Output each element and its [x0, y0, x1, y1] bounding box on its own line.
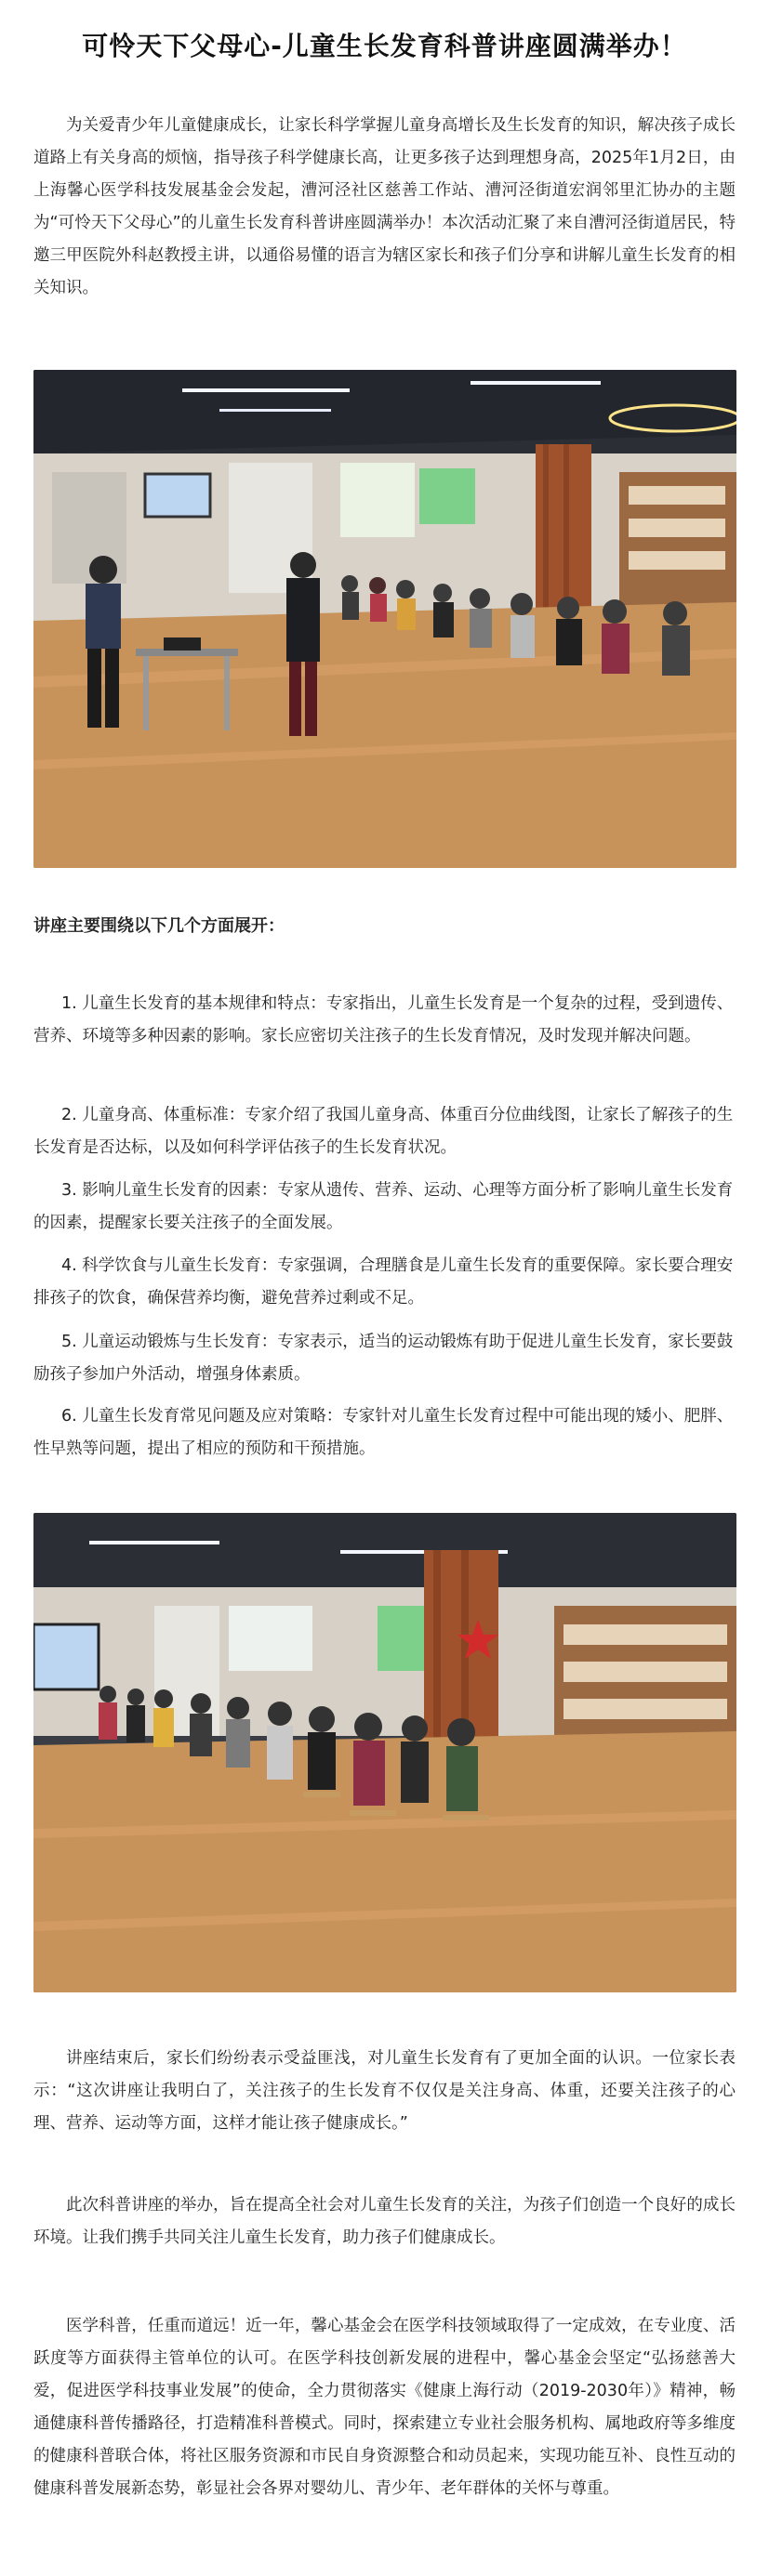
closing-paragraph: 医学科普，任重而道远！近一年，馨心基金会在医学科技领域取得了一定成效，在专业度、活跃度等方面获得主管单位的认可。在医学科技创新发展的进程中，馨心基金会坚定“弘扬慈善大爱，促进医学科技事业发展”的使命，全力贯彻落实《健康上海行动（2019-2030年）》精神，畅通健康科普传播路径，打造精准科普模式。同时，探索建立专业社会服务机构、属地政府等多维度的健康科普联合体，将社区服务资源和市民自身资源整合和动员起来，实现功能互补、良性互动的健康科普发展新态势，彰显社会各界对婴幼儿、青少年、老年群体的关怀与尊重。	[33, 2317, 736, 2498]
feedback-paragraph: 讲座结束后，家长们纷纷表示受益匪浅，对儿童生长发育有了更加全面的认识。一位家长表示：“这次讲座让我明白了，关注孩子的生长发育不仅仅是关注身高、体重，还要关注孩子的心理、营养、运动等方面，这样才能让孩子健康成长。”	[33, 2049, 736, 2133]
topic-item-6: 6. 儿童生长发育常见问题及应对策略：专家针对儿童生长发育过程中可能出现的矮小、肥胖、性早熟等问题，提出了相应的预防和干预措施。	[33, 1407, 734, 1458]
article-title: 可怜天下父母心-儿童生长发育科普讲座圆满举办！	[82, 31, 687, 61]
topic-item-2: 2. 儿童身高、体重标准：专家介绍了我国儿童身高、体重百分位曲线图，让家长了解孩子的生长发育是否达标，以及如何科学评估孩子的生长发育状况。	[33, 1106, 734, 1157]
topic-item-5: 5. 儿童运动锻炼与生长发育：专家表示，适当的运动锻炼有助于促进儿童生长发育，家长要鼓励孩子参加户外活动，增强身体素质。	[33, 1333, 734, 1384]
intro-paragraph: 为关爱青少年儿童健康成长，让家长科学掌握儿童身高增长及生长发育的知识，解决孩子成长道路上有关身高的烦恼，指导孩子科学健康长高，让更多孩子达到理想身高，2025年1月2日，由上海馨心医学科技发展基金会发起，漕河泾社区慈善工作站、漕河泾街道宏润邻里汇协办的主题为“可怜天下父母心”的儿童生长发育科普讲座圆满举办！本次活动汇聚了来自漕河泾街道居民，特邀三甲医院外科赵教授主讲，以通俗易懂的语言为辖区家长和孩子们分享和讲解儿童生长发育的相关知识。	[33, 116, 736, 297]
lecture-photo-speaker	[33, 370, 736, 868]
lecture-photo-audience	[33, 1513, 736, 1992]
topic-item-4: 4. 科学饮食与儿童生长发育：专家强调，合理膳食是儿童生长发育的重要保障。家长要合理安排孩子的饮食，确保营养均衡，避免营养过剩或不足。	[33, 1256, 734, 1308]
purpose-paragraph: 此次科普讲座的举办，旨在提高全社会对儿童生长发育的关注，为孩子们创造一个良好的成长环境。让我们携手共同关注儿童生长发育，助力孩子们健康成长。	[33, 2196, 736, 2247]
section-heading: 讲座主要围绕以下几个方面展开：	[33, 916, 285, 936]
topic-item-3: 3. 影响儿童生长发育的因素：专家从遗传、营养、运动、心理等方面分析了影响儿童生长发育的因素，提醒家长要关注孩子的全面发展。	[33, 1181, 734, 1232]
topic-item-1: 1. 儿童生长发育的基本规律和特点：专家指出，儿童生长发育是一个复杂的过程，受到遗传、营养、环境等多种因素的影响。家长应密切关注孩子的生长发育情况，及时发现并解决问题。	[33, 994, 734, 1045]
